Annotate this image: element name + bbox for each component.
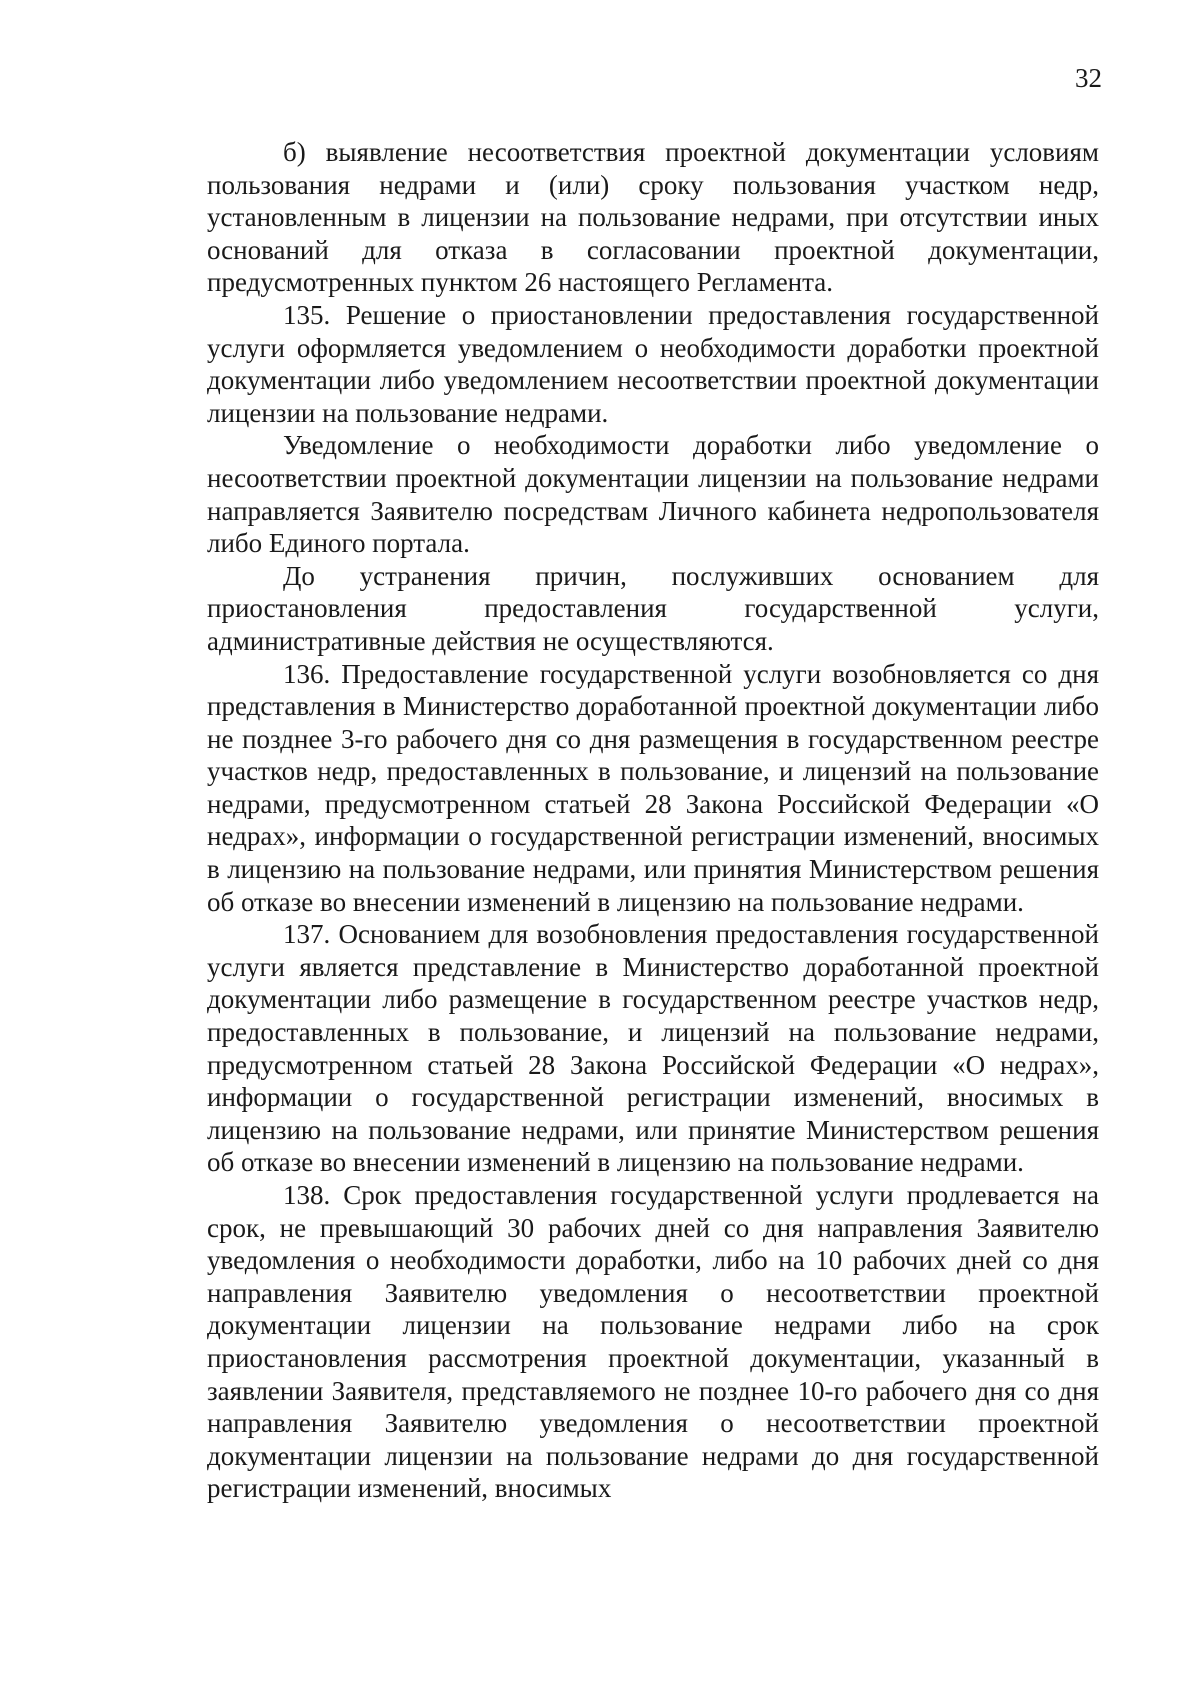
paragraph-137: 137. Основанием для возобновления предоставления государственной услуги является представление в Министерство доработанной проектной документации либо размещение в государственном реестре участков недр, предоставленных в пользование, и лицензий на пользование недрами, предусмотренном статьей 28 Закона Российской Федерации «О недрах», информации о государственной регистрации изменений, вносимых в лицензию на пользование недрами, или принятие Министерством решения об отказе во внесении изменений в лицензию на пользование недрами. bbox=[207, 919, 1099, 1178]
paragraph-notification: Уведомление о необходимости доработки либо уведомление о несоответствии проектной документации лицензии на пользование недрами направляется Заявителю посредствам Личного кабинета недропользователя либо Единого портала. bbox=[207, 430, 1099, 559]
paragraph-135: 135. Решение о приостановлении предоставления государственной услуги оформляется уведомлением о необходимости доработки проектной документации либо уведомлением несоответствии проектной документации лицензии на пользование недрами. bbox=[207, 299, 1099, 428]
document-body bbox=[207, 136, 1099, 1505]
paragraph-until-elimination: До устранения причин, послуживших основанием для приостановления предоставления государственной услуги, административные действия не осуществляются. bbox=[207, 560, 1099, 656]
paragraph-136: 136. Предоставление государственной услуги возобновляется со дня представления в Министерство доработанной проектной документации либо не позднее 3-го рабочего дня со дня размещения в государственном реестре участков недр, предоставленных в пользование, и лицензий на пользование недрами, предусмотренном статьей 28 Закона Российской Федерации «О недрах», информации о государственной регистрации изменений, вносимых в лицензию на пользование недрами, или принятия Министерством решения об отказе во внесении изменений в лицензию на пользование недрами. bbox=[207, 658, 1099, 917]
page-number: 32 bbox=[1075, 63, 1102, 93]
paragraph-item-b: б) выявление несоответствия проектной документации условиям пользования недрами и (или) сроку пользования участком недр, установленным в лицензии на пользование недрами, при отсутствии иных оснований для отказа в согласовании проектной документации, предусмотренных пунктом 26 настоящего Регламента. bbox=[207, 137, 1099, 298]
paragraph-138: 138. Срок предоставления государственной услуги продлевается на срок, не превышающий 30 рабочих дней со дня направления Заявителю уведомления о необходимости доработки, либо на 10 рабочих дней со дня направления Заявителю уведомления о несоответствии проектной документации лицензии на пользование недрами либо на срок приостановления рассмотрения проектной документации, указанный в заявлении Заявителя, представляемого не позднее 10-го рабочего дня со дня направления Заявителю уведомления о несоответствии проектной документации лицензии на пользование недрами до дня государственной регистрации изменений, вносимых bbox=[207, 1180, 1099, 1504]
